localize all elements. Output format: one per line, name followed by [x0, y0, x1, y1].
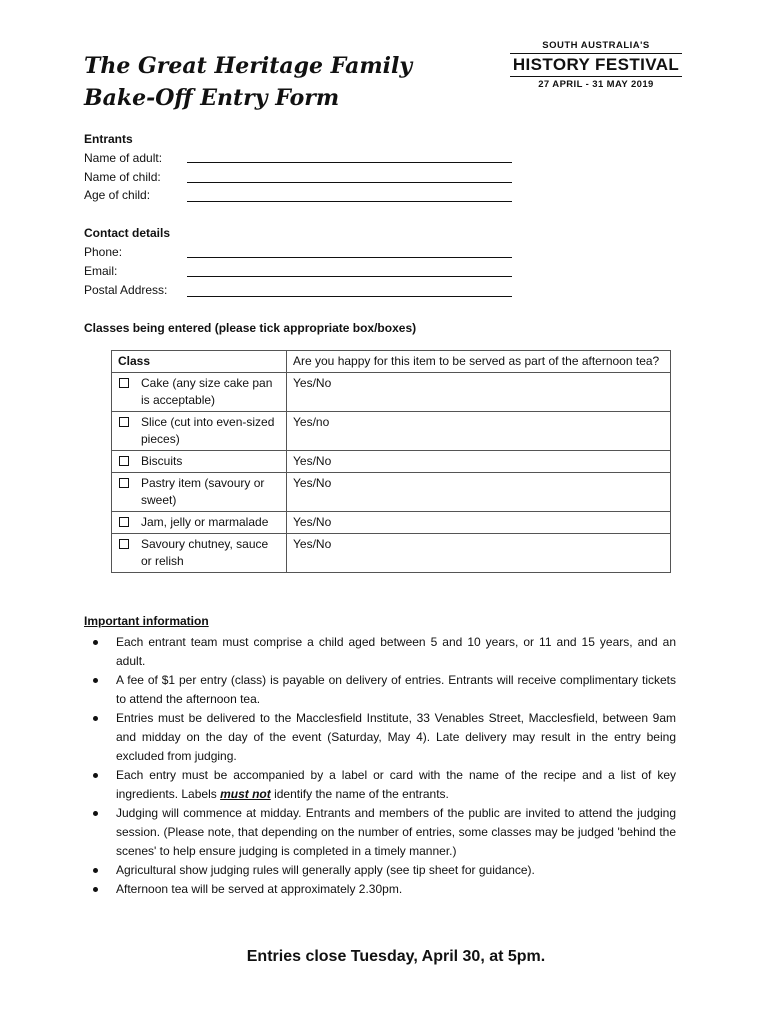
afternoon-tea-column-header: Are you happy for this item to be served as part of the afternoon tea?: [287, 351, 671, 373]
logo-main-text: HISTORY FESTIVAL: [510, 53, 682, 77]
serve-answer: Yes/no: [287, 412, 671, 451]
child-age-label: Age of child:: [84, 188, 151, 202]
phone-label: Phone:: [84, 245, 123, 259]
checkbox-jam[interactable]: [119, 517, 129, 527]
entrants-heading: Entrants: [84, 132, 133, 146]
serve-answer: Yes/No: [287, 473, 671, 512]
table-header-row: [112, 351, 671, 373]
checkbox-cake[interactable]: [119, 378, 129, 388]
child-age-field[interactable]: [187, 201, 512, 202]
logo-dates: 27 APRIL - 31 MAY 2019: [538, 79, 654, 90]
important-info-heading: Important information: [84, 614, 209, 628]
contact-heading: Contact details: [84, 226, 171, 240]
form-title: [84, 50, 412, 114]
table-row: [112, 412, 671, 451]
postal-address-field[interactable]: [187, 296, 512, 297]
important-info-list: [84, 633, 676, 899]
table-row: [112, 512, 671, 534]
serve-answer: Yes/No: [287, 534, 671, 573]
adult-name-field[interactable]: [187, 162, 512, 163]
list-item: Each entrant team must comprise a child aged between 5 and 10 years, or 11 and 15 years, and an adult.: [84, 633, 676, 671]
phone-field[interactable]: [187, 257, 512, 258]
label-item-before: Each entry must be accompanied by a label or card with the name of the recipe and a list of key ingredients. Labels: [116, 768, 676, 801]
email-field[interactable]: [187, 276, 512, 277]
list-item: [84, 766, 676, 804]
class-name: Pastry item (savoury or sweet): [141, 476, 265, 507]
class-name: Jam, jelly or marmalade: [141, 515, 269, 529]
serve-answer: Yes/No: [287, 373, 671, 412]
class-name: Cake (any size cake pan is acceptable): [141, 376, 273, 407]
class-column-header: Class: [112, 351, 287, 373]
checkbox-slice[interactable]: [119, 417, 129, 427]
list-item: Agricultural show judging rules will generally apply (see tip sheet for guidance).: [84, 861, 676, 880]
table-row: [112, 534, 671, 573]
checkbox-biscuits[interactable]: [119, 456, 129, 466]
history-festival-logo: [510, 40, 682, 91]
list-item: Entries must be delivered to the Macclesfield Institute, 33 Venables Street, Macclesfield, between 9am and midday on the day of the event (Saturday, May 4). Late delivery may result in the entry being excluded from judging.: [84, 709, 676, 766]
classes-table: [111, 350, 671, 573]
table-row: [112, 373, 671, 412]
title-line-2: Bake-Off Entry Form: [84, 85, 340, 111]
child-name-field[interactable]: [187, 182, 512, 183]
table-row: [112, 451, 671, 473]
entries-close-notice: Entries close Tuesday, April 30, at 5pm.: [246, 948, 546, 965]
list-item: A fee of $1 per entry (class) is payable on delivery of entries. Entrants will receive complimentary tickets to attend the afternoon tea.: [84, 671, 676, 709]
class-name: Slice (cut into even-sized pieces): [141, 415, 275, 446]
classes-heading: Classes being entered (please tick appropriate box/boxes): [84, 321, 417, 335]
table-row: [112, 473, 671, 512]
postal-address-label: Postal Address:: [84, 283, 168, 297]
serve-answer: Yes/No: [287, 512, 671, 534]
list-item: Afternoon tea will be served at approximately 2.30pm.: [84, 880, 676, 899]
checkbox-pastry[interactable]: [119, 478, 129, 488]
class-name: Savoury chutney, sauce or relish: [141, 537, 269, 568]
child-name-label: Name of child:: [84, 170, 161, 184]
list-item: Judging will commence at midday. Entrants and members of the public are invited to attend the judging session. (Please note, that depending on the number of entries, some classes may be judged 'behind the scenes' to help ensure judging is completed in a timely manner.): [84, 804, 676, 861]
label-item-after: identify the name of the entrants.: [270, 787, 449, 801]
adult-name-label: Name of adult:: [84, 151, 163, 165]
checkbox-chutney[interactable]: [119, 539, 129, 549]
title-line-1: The Great Heritage Family: [84, 53, 413, 79]
label-item-emphasis: must not: [220, 787, 271, 801]
logo-top-text: SOUTH AUSTRALIA'S: [542, 40, 650, 51]
class-name: Biscuits: [141, 454, 183, 468]
email-label: Email:: [84, 264, 118, 278]
serve-answer: Yes/No: [287, 451, 671, 473]
